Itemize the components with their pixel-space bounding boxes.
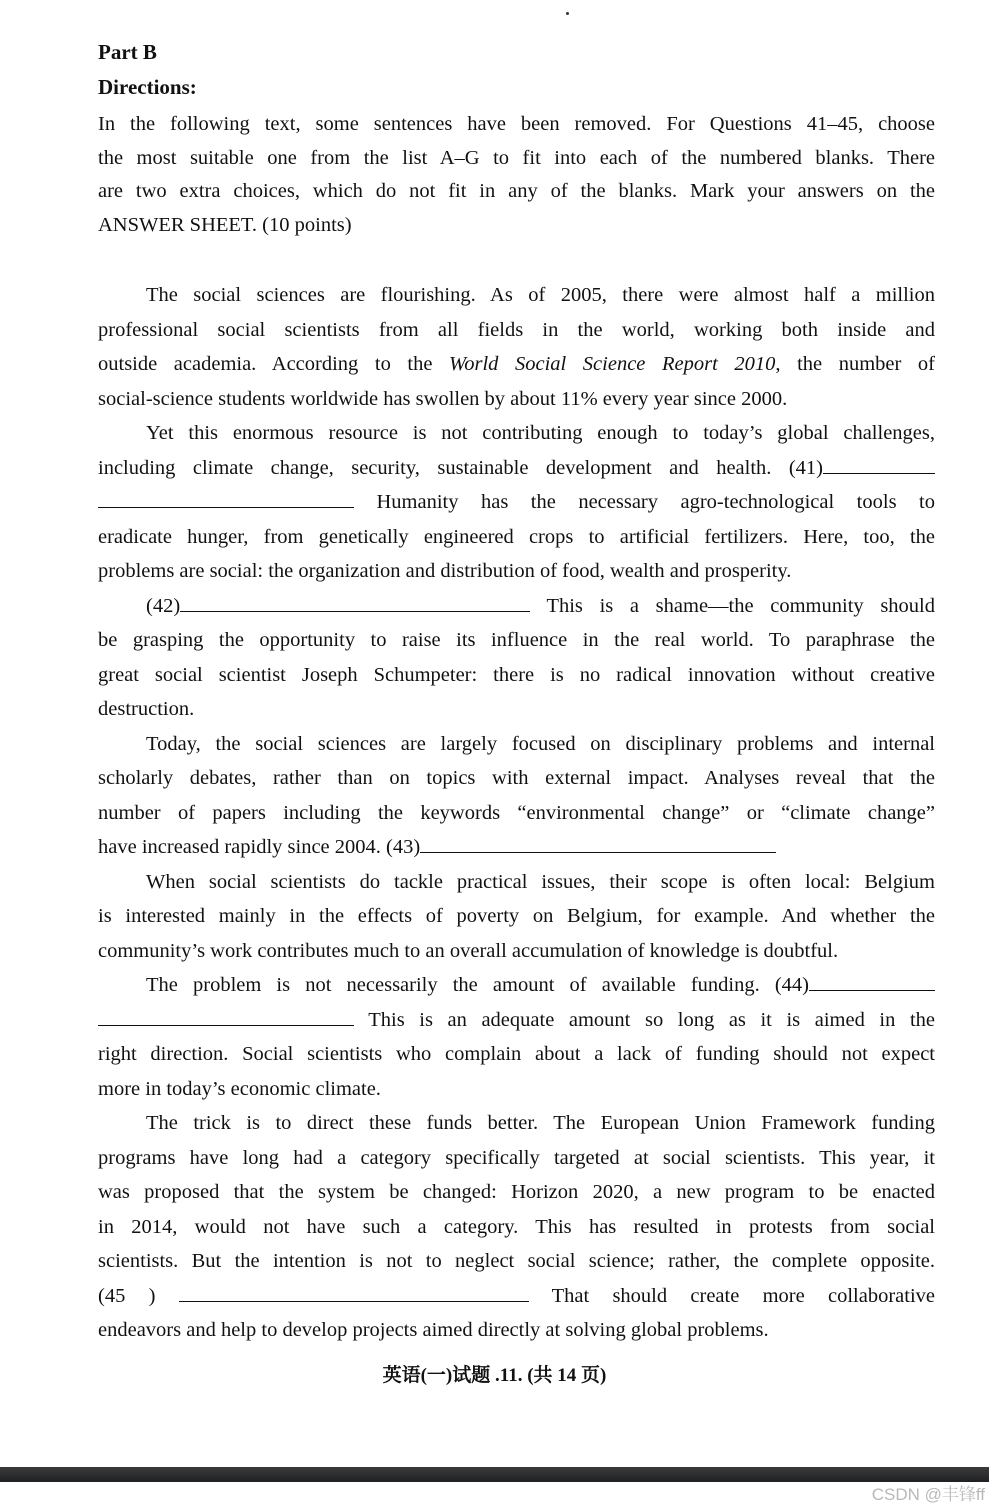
viewer-bottom-bar [0,1467,989,1482]
answer-blank-41b [98,485,354,508]
text-segment: In the following text, some sentences have been removed. For Questions 41–45, choose [98,113,935,135]
answer-blank-44b [98,1003,354,1026]
text-line [98,1141,935,1176]
paragraph [98,278,935,416]
text-line [98,313,935,348]
text-segment: professional social scientists from all fields in the world, working both inside and [98,318,935,341]
text-segment: ANSWER SHEET. (10 points) [98,213,352,236]
text-line [98,1313,935,1348]
text-line [98,968,935,1003]
answer-blank-42 [180,589,530,612]
text-segment: number of papers including the keywords “environmental change” or “climate change” [98,801,935,824]
directions-label: Directions: [98,75,197,99]
text-segment: (42) [146,594,181,617]
text-segment: scientists. But the intention is not to neglect social science; rather, the complete opposite. [98,1250,935,1272]
text-line [98,899,935,934]
text-segment: have increased rapidly since 2004. (43) [98,836,421,858]
text-line [98,382,935,417]
text-line [98,658,935,693]
paragraph [98,968,935,1106]
text-segment: the most suitable one from the list A–G to fit into each of the numbered blanks. There [98,146,935,169]
paragraph [98,589,935,727]
text-line [98,520,935,555]
text-line [98,1003,935,1038]
paragraph [98,416,935,589]
text-segment: including climate change, security, sustainable development and health. (41) [98,456,823,479]
text-line [98,1037,935,1072]
text-segment: Today, the social sciences are largely focused on disciplinary problems and internal [146,732,935,755]
text-line [98,278,935,313]
text-segment: endeavors and help to develop projects aimed directly at solving global problems. [98,1319,769,1341]
text-line [98,623,935,658]
text-line [98,142,935,176]
scan-speck [566,12,569,15]
text-segment: , the number of [775,353,935,375]
text-line [98,1175,935,1210]
text-segment: outside academia. According to the [98,353,450,375]
text-segment: (45 ) [98,1284,179,1307]
text-segment: scholarly debates, rather than on topics with external impact. Analyses reveal that the [98,767,935,789]
paragraph [98,727,935,865]
text-line [98,1244,935,1279]
answer-blank-44a [809,968,935,991]
text-line [98,451,935,486]
text-line [98,1072,935,1107]
text-segment: in 2014, would not have such a category. This has resulted in protests from social [98,1215,935,1238]
reading-passage [98,278,935,1348]
text-segment: community’s work contributes much to an overall accumulation of knowledge is doubtful. [98,939,839,962]
text-segment: Humanity has the necessary agro-technological tools to [354,491,935,513]
text-segment: eradicate hunger, from genetically engineered crops to artificial fertilizers. Here, too, the [98,525,935,548]
watermark: CSDN @丰锋ff [871,1485,985,1504]
text-line [98,934,935,969]
answer-blank-43 [420,830,776,853]
text-segment: The trick is to direct these funds better. The European Union Framework funding [146,1112,935,1134]
directions-text [98,108,935,242]
text-line [98,485,935,520]
text-segment: problems are social: the organization and distribution of food, wealth and prosperity. [98,560,792,582]
page-footer: 英语(一)试题 .11. (共 14 页) [382,1365,607,1386]
paragraph [98,1106,935,1348]
text-segment: be grasping the opportunity to raise its influence in the real world. To paraphrase the [98,629,935,651]
text-line [98,796,935,831]
text-segment: This is a shame—the community should [530,594,935,617]
text-segment: great social scientist Joseph Schumpeter: there is no radical innovation without creative [98,663,935,686]
text-line [98,1106,935,1141]
text-line [98,209,935,243]
text-segment: right direction. Social scientists who complain about a lack of funding should not expect [98,1043,935,1065]
text-line [98,589,935,624]
text-line [98,692,935,727]
text-segment: social-science students worldwide has swollen by about 11% every year since 2000. [98,387,788,410]
text-line [98,175,935,209]
answer-blank-45 [179,1279,529,1302]
paragraph [98,865,935,969]
answer-blank-41a [823,451,935,474]
text-segment: destruction. [98,698,195,720]
text-segment: was proposed that the system be changed: Horizon 2020, a new program to be enacted [98,1181,935,1203]
text-segment: Yet this enormous resource is not contributing enough to today’s global challenges, [146,422,935,444]
text-segment: is interested mainly in the effects of poverty on Belgium, for example. And whether the [98,905,935,927]
text-segment: This is an adequate amount so long as it is aimed in the [354,1008,935,1031]
text-line [98,1210,935,1245]
text-line [98,727,935,762]
text-segment: That should create more collaborative [528,1284,935,1307]
section-heading: Part B [98,40,157,64]
text-segment: When social scientists do tackle practical issues, their scope is often local: Belgium [146,870,935,893]
text-line [98,1279,935,1314]
text-line [98,830,935,865]
italic-title: World Social Science Report 2010 [449,353,776,375]
text-segment: are two extra choices, which do not fit in any of the blanks. Mark your answers on the [98,180,935,202]
text-line [98,865,935,900]
text-line [98,761,935,796]
text-segment: The social sciences are flourishing. As of 2005, there were almost half a million [146,284,935,306]
text-segment: more in today’s economic climate. [98,1077,381,1100]
text-line [98,347,935,382]
text-line [98,554,935,589]
text-line [98,416,935,451]
text-segment: The problem is not necessarily the amount of available funding. (44) [146,974,809,996]
text-segment: programs have long had a category specifically targeted at social scientists. This year, it [98,1146,935,1169]
text-line [98,108,935,142]
